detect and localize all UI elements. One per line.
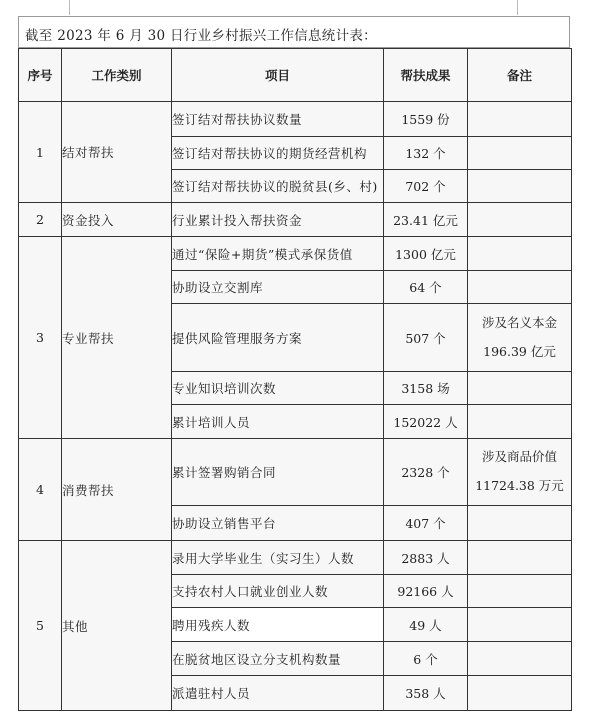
result-cell: 407 个 [384,506,468,541]
result-cell: 152022 人 [384,405,468,439]
note-line-1: 涉及商品价值 [481,449,557,465]
result-cell: 64 个 [384,271,468,304]
item-cell: 专业知识培训次数 [172,372,384,405]
note-cell [468,575,572,608]
item-cell: 累计签署购销合同 [172,439,384,506]
item-cell: 签订结对帮扶协议的脱贫县(乡、村) [172,170,384,203]
note-cell [468,642,572,676]
note-cell [468,170,572,203]
note-cell [468,439,572,506]
note-line-1: 涉及名义本金 [481,314,557,330]
result-cell: 132 个 [384,137,468,170]
group-category: 其他 [62,541,172,711]
result-cell: 6 个 [384,642,468,676]
group-no: 4 [19,439,62,541]
group-no: 3 [19,237,62,439]
page-corner-mark-right [517,0,518,15]
group-no: 2 [19,203,62,237]
item-cell: 支持农村人口就业创业人数 [172,575,384,608]
result-cell: 3158 场 [384,372,468,405]
result-cell: 92166 人 [384,575,468,608]
group-no: 1 [19,102,62,203]
header-category: 工作类别 [62,49,172,102]
note-cell [468,203,572,237]
item-cell: 签订结对帮扶协议的期货经营机构 [172,137,384,170]
item-cell: 提供风险管理服务方案 [172,304,384,372]
group-category: 资金投入 [62,203,172,237]
result-cell: 358 人 [384,676,468,711]
item-cell: 协助设立销售平台 [172,506,384,541]
note-cell [468,372,572,405]
note-cell [468,271,572,304]
item-cell: 签订结对帮扶协议数量 [172,102,384,137]
note-cell [468,237,572,271]
group-no: 5 [19,541,62,711]
header-no: 序号 [19,49,62,102]
result-cell: 1300 亿元 [384,237,468,271]
header-row [19,49,572,102]
note-cell [468,676,572,711]
item-cell: 协助设立交割库 [172,271,384,304]
group-category: 专业帮扶 [62,237,172,439]
result-cell: 2328 个 [384,439,468,506]
table-caption-box [18,16,570,48]
result-cell: 2883 人 [384,541,468,575]
table-row [19,439,572,506]
table-row [19,237,572,271]
table-row [19,541,572,575]
result-cell: 23.41 亿元 [384,203,468,237]
item-cell: 聘用残疾人数 [172,608,384,642]
item-cell: 通过“保险+期货”模式承保货值 [172,237,384,271]
table-row [19,203,572,237]
result-cell: 49 人 [384,608,468,642]
note-line-2: 11724.38 万元 [475,478,564,493]
item-cell: 在脱贫地区设立分支机构数量 [172,642,384,676]
result-cell: 702 个 [384,170,468,203]
header-item: 项目 [172,49,384,102]
header-result: 帮扶成果 [384,49,468,102]
result-cell: 1559 份 [384,102,468,137]
note-cell [468,405,572,439]
item-cell: 行业累计投入帮扶资金 [172,203,384,237]
table-caption: 截至 2023 年 6 月 30 日行业乡村振兴工作信息统计表： [25,28,377,44]
item-cell: 录用大学毕业生（实习生）人数 [172,541,384,575]
group-category: 结对帮扶 [62,102,172,203]
note-cell [468,541,572,575]
note-cell [468,608,572,642]
note-line-2: 196.39 亿元 [483,343,556,359]
result-cell: 507 个 [384,304,468,372]
page-corner-mark-left [69,0,70,15]
header-note: 备注 [468,49,572,102]
statistics-table [18,48,572,711]
item-cell: 派遣驻村人员 [172,676,384,711]
group-category: 消费帮扶 [62,439,172,541]
note-cell [468,102,572,137]
note-cell [468,137,572,170]
item-cell: 累计培训人员 [172,405,384,439]
table-row [19,102,572,137]
note-cell [468,506,572,541]
note-cell [468,304,572,372]
